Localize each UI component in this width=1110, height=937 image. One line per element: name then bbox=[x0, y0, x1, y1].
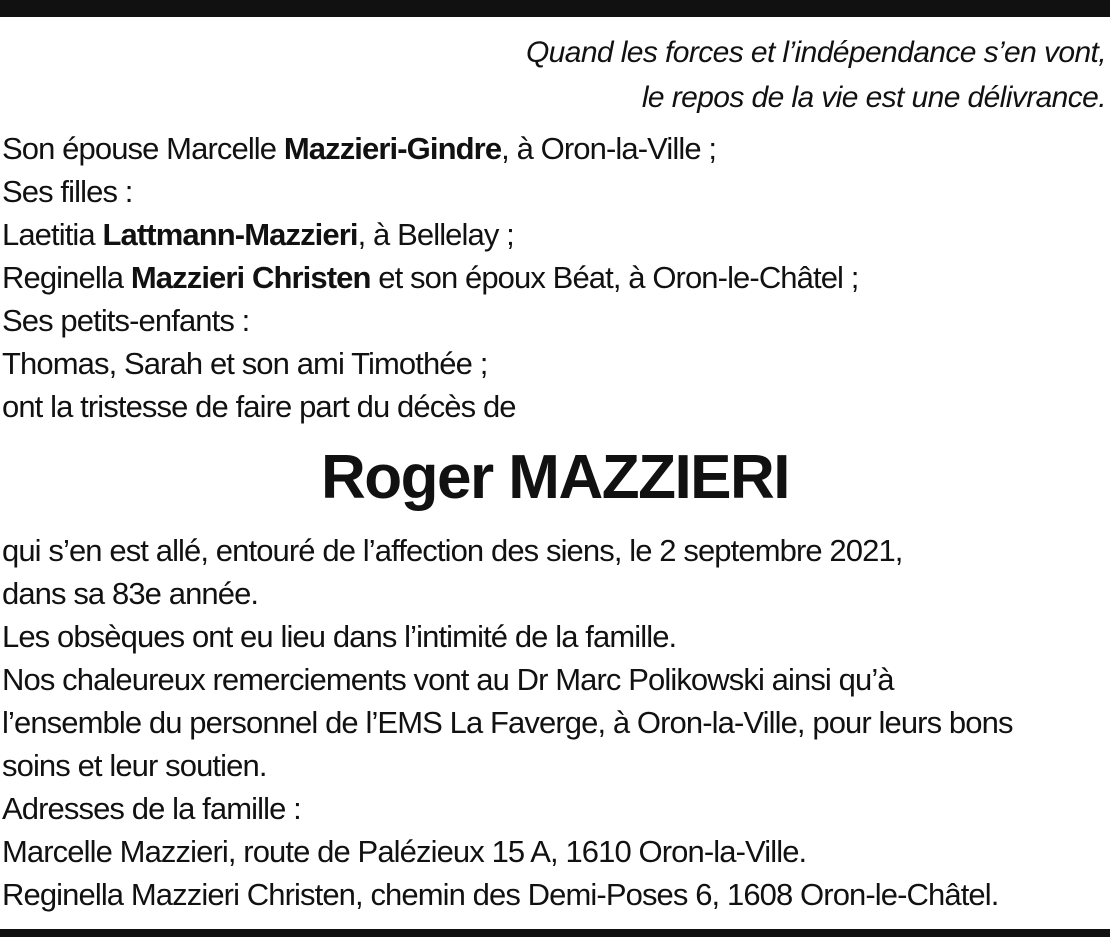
epigraph-quote bbox=[526, 30, 1106, 120]
details-line-2: dans sa 83e année. bbox=[2, 576, 259, 611]
details-line-5: l’ensemble du personnel de l’EMS La Faverge, à Oron-la-Ville, pour leurs bons bbox=[2, 705, 1013, 740]
spouse-post: , à Oron-la-Ville ; bbox=[501, 131, 717, 166]
spouse-pre: Son épouse Marcelle bbox=[2, 131, 284, 166]
details-line-3: Les obsèques ont eu lieu dans l’intimité de la famille. bbox=[2, 619, 677, 654]
daughter-1-post: , à Bellelay ; bbox=[357, 217, 514, 252]
epigraph-line-1: Quand les forces et l’indépendance s’en vont, bbox=[525, 36, 1106, 69]
address-line-1: Marcelle Mazzieri, route de Palézieux 15 A, 1610 Oron-la-Ville. bbox=[2, 834, 807, 869]
daughter-2-line bbox=[2, 256, 858, 299]
notice-details bbox=[2, 529, 1013, 916]
addresses-heading: Adresses de la famille : bbox=[2, 791, 301, 826]
spouse-line bbox=[2, 127, 858, 170]
address-line-2: Reginella Mazzieri Christen, chemin des Demi-Poses 6, 1608 Oron-le-Châtel. bbox=[2, 877, 999, 912]
deceased-name-heading: Roger MAZZIERI bbox=[320, 443, 790, 512]
daughter-2-post: et son époux Béat, à Oron-le-Châtel ; bbox=[370, 260, 859, 295]
bottom-border-rule bbox=[0, 929, 1110, 937]
details-line-1: qui s’en est allé, entouré de l’affection des siens, le 2 septembre 2021, bbox=[2, 533, 903, 568]
daughter-2-name: Mazzieri Christen bbox=[130, 260, 371, 295]
details-line-6: soins et leur soutien. bbox=[2, 748, 267, 783]
top-border-rule bbox=[0, 0, 1110, 17]
grandchildren-heading: Ses petits-enfants : bbox=[2, 303, 250, 338]
daughter-1-pre: Laetitia bbox=[2, 217, 103, 252]
daughter-2-pre: Reginella bbox=[2, 260, 131, 295]
grandchildren-line: Thomas, Sarah et son ami Timothée ; bbox=[2, 346, 488, 381]
daughters-heading: Ses filles : bbox=[2, 174, 133, 209]
family-list bbox=[2, 127, 858, 428]
daughter-1-line bbox=[2, 213, 858, 256]
epigraph-line-2: le repos de la vie est une délivrance. bbox=[641, 81, 1106, 114]
spouse-name: Mazzieri-Gindre bbox=[283, 131, 502, 166]
details-line-4: Nos chaleureux remerciements vont au Dr Marc Polikowski ainsi qu’à bbox=[2, 662, 894, 697]
announcement-line: ont la tristesse de faire part du décès de bbox=[2, 389, 516, 424]
daughter-1-name: Lattmann-Mazzieri bbox=[102, 217, 358, 252]
